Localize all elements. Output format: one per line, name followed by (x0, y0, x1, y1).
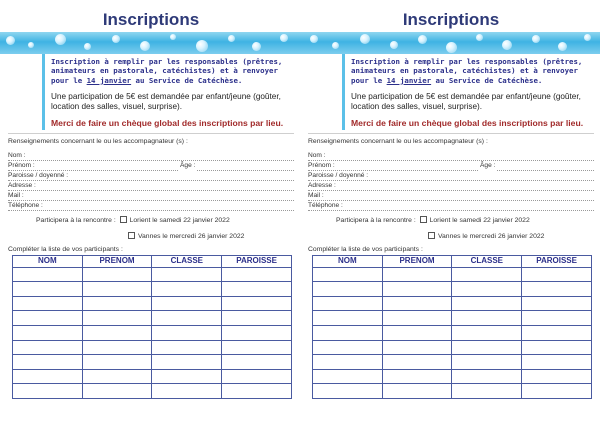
cheque-note: Merci de faire un chèque global des inscriptions par lieu. (51, 117, 284, 128)
lorient-option: Lorient le samedi 22 janvier 2022 (129, 216, 230, 224)
intro-instructions: Inscription à remplir par les responsables (prêtres, animateurs en pastorale, catéchistes) et à renvoyer pour le 14 janvier au Service de Catéchèse. (51, 57, 283, 85)
table-row (313, 311, 592, 326)
field-prenom[interactable]: Prénom : Âge : (8, 161, 294, 171)
table-header-row (313, 255, 592, 267)
table-row (313, 355, 592, 370)
intro-box (42, 54, 294, 130)
table-row (13, 326, 292, 341)
field-nom[interactable]: Nom : (8, 151, 294, 161)
col-prenom: PRENOM (82, 255, 152, 267)
col-nom: NOM (313, 255, 383, 267)
meeting-choice-1 (8, 215, 294, 227)
field-age[interactable]: Âge : (180, 161, 196, 169)
field-prenom[interactable]: Prénom : Âge : (308, 161, 594, 171)
col-paroisse: PAROISSE (222, 255, 292, 267)
lorient-checkbox[interactable] (420, 216, 427, 223)
field-adresse[interactable]: Adresse : (308, 181, 594, 191)
deadline: 14 janvier (386, 75, 432, 85)
field-paroisse[interactable]: Paroisse / doyenné : (308, 171, 594, 181)
divider (8, 133, 294, 134)
meeting-label: Participera à la rencontre : (36, 216, 116, 224)
water-drops-banner (0, 32, 300, 54)
table-row (313, 384, 592, 399)
table-row (13, 282, 292, 297)
lorient-checkbox[interactable] (120, 216, 127, 223)
form-title: Inscriptions (402, 10, 500, 29)
participants-list-title: Compléter la liste de vos participants : (8, 245, 123, 253)
table-row (313, 267, 592, 282)
col-nom: NOM (13, 255, 83, 267)
divider (308, 133, 594, 134)
meeting-label: Participera à la rencontre : (336, 216, 416, 224)
table-row (313, 326, 592, 341)
participants-list-title: Compléter la liste de vos participants : (308, 245, 423, 253)
col-classe: CLASSE (452, 255, 522, 267)
deadline: 14 janvier (86, 75, 132, 85)
vannes-option: Vannes le mercredi 26 janvier 2022 (138, 232, 245, 240)
vannes-option: Vannes le mercredi 26 janvier 2022 (438, 232, 545, 240)
table-row (313, 296, 592, 311)
participation-text: Une participation de 5€ est demandée par enfant/jeune (goûter, location des salles, visuel, surprise). (351, 92, 581, 112)
table-row (313, 369, 592, 384)
table-row (13, 311, 292, 326)
meeting-choice-2 (308, 231, 594, 243)
col-classe: CLASSE (152, 255, 222, 267)
table-row (13, 267, 292, 282)
form-title: Inscriptions (102, 10, 200, 29)
participants-table (312, 255, 592, 399)
cheque-note: Merci de faire un chèque global des inscriptions par lieu. (351, 117, 584, 128)
vannes-checkbox[interactable] (128, 232, 135, 239)
field-paroisse[interactable]: Paroisse / doyenné : (8, 171, 294, 181)
table-row (13, 384, 292, 399)
table-header-row (13, 255, 292, 267)
col-prenom: PRENOM (382, 255, 452, 267)
field-age[interactable]: Âge : (480, 161, 496, 169)
table-row (13, 340, 292, 355)
table-row (313, 282, 592, 297)
col-paroisse: PAROISSE (522, 255, 592, 267)
field-telephone[interactable]: Téléphone : (308, 201, 594, 211)
table-row (13, 296, 292, 311)
field-adresse[interactable]: Adresse : (8, 181, 294, 191)
table-row (313, 340, 592, 355)
vannes-checkbox[interactable] (428, 232, 435, 239)
participants-table (12, 255, 292, 399)
field-mail[interactable]: Mail : (8, 191, 294, 201)
intro-box (342, 54, 594, 130)
water-drops-banner (300, 32, 600, 54)
table-row (13, 369, 292, 384)
table-row (13, 355, 292, 370)
intro-instructions: Inscription à remplir par les responsables (prêtres, animateurs en pastorale, catéchistes) et à renvoyer pour le 14 janvier au Service de Catéchèse. (351, 57, 583, 85)
participation-text: Une participation de 5€ est demandée par enfant/jeune (goûter, location des salles, visuel, surprise). (51, 92, 281, 112)
field-telephone[interactable]: Téléphone : (8, 201, 294, 211)
field-mail[interactable]: Mail : (308, 191, 594, 201)
lorient-option: Lorient le samedi 22 janvier 2022 (429, 216, 530, 224)
registration-form-right (300, 0, 600, 424)
meeting-choice-2 (8, 231, 294, 243)
companion-section-title: Renseignements concernant le ou les accompagnateur (s) : (308, 137, 488, 145)
companion-section-title: Renseignements concernant le ou les accompagnateur (s) : (8, 137, 188, 145)
meeting-choice-1 (308, 215, 594, 227)
field-nom[interactable]: Nom : (308, 151, 594, 161)
